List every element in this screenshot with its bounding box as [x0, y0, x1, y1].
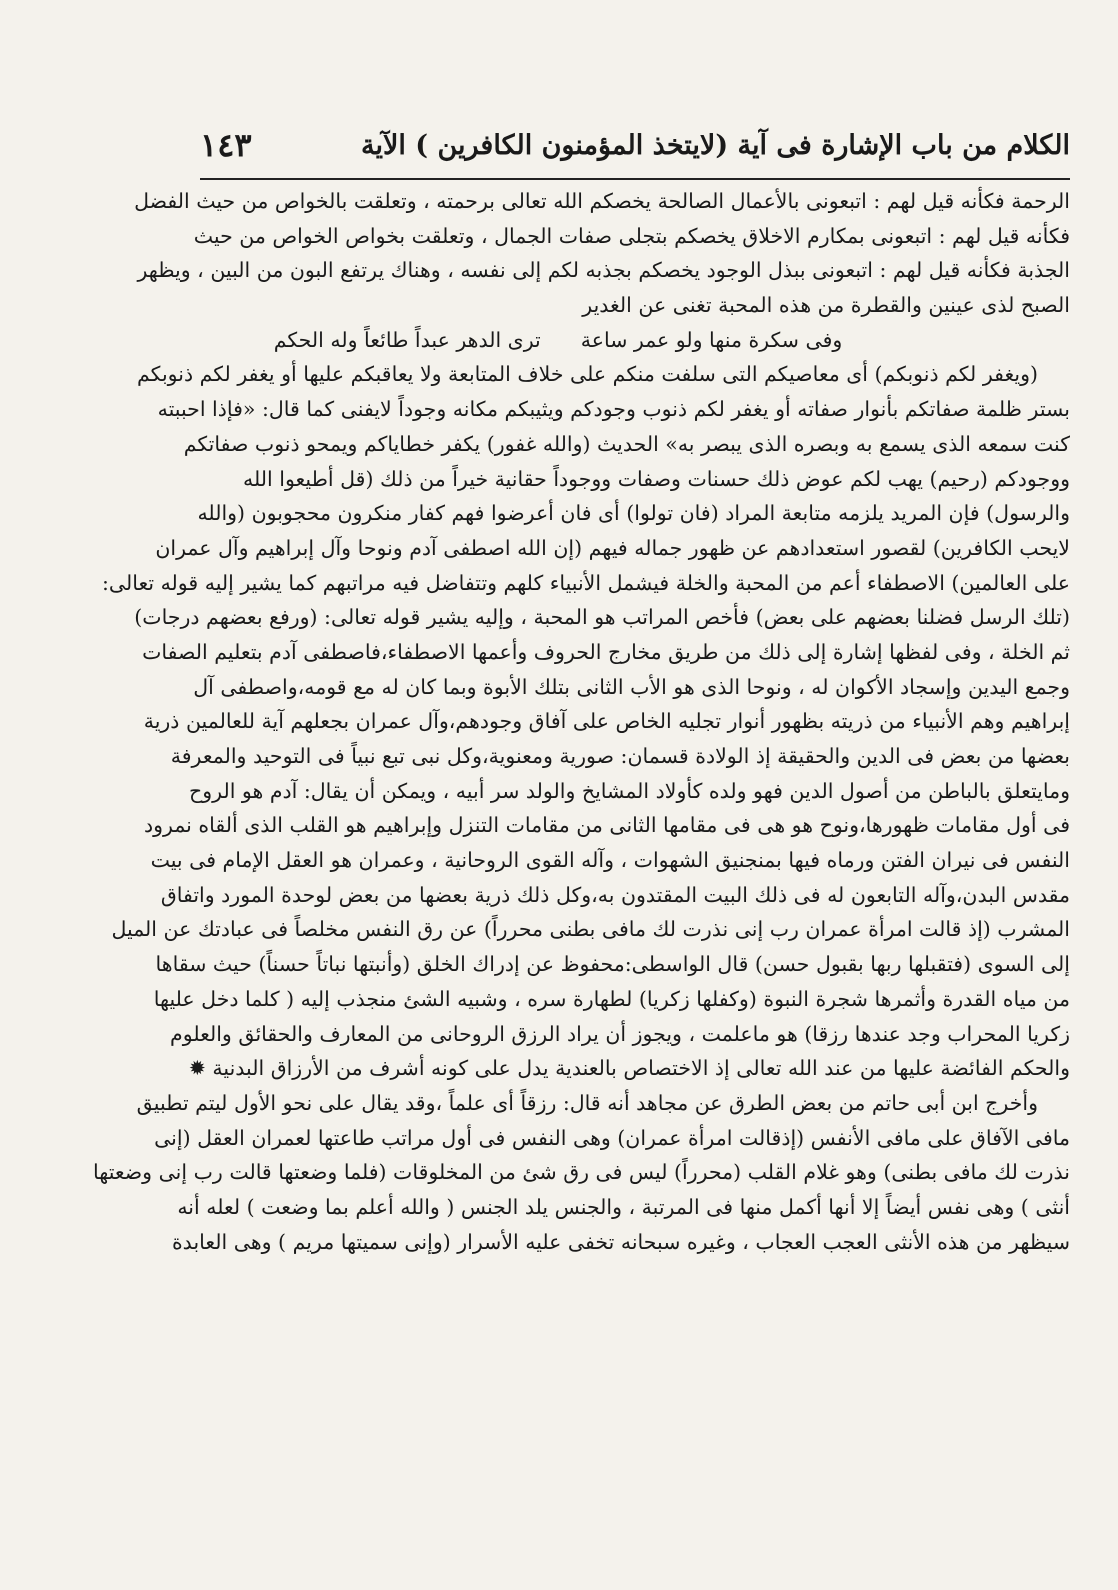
- text-line: (تلك الرسل فضلنا بعضهم على بعض) فأخص المراتب هو المحبة ، وإليه يشير قوله تعالى: (ورفع بعضهم درجات): [134, 605, 1070, 630]
- text-line: وأخرج ابن أبى حاتم من بعض الطرق عن مجاهد أنه قال: رزقاً أى علماً ،وقد يقال على نحو الأول ليتم تطبيق: [136, 1090, 1038, 1115]
- text-line: من مياه القدرة وأثمرها شجرة النبوة (وكفلها زكريا) لطهارة سره ، وشبيه الشئ منجذب إليه ( كلما دخل عليها: [153, 986, 1070, 1011]
- text-line: لايحب الكافرين) لقصور استعدادهم عن ظهور جماله فيهم (إن الله اصطفى آدم ونوحا وآل إبراهيم وآل عمران: [155, 535, 1070, 560]
- text-line: الجذبة فكأنه قيل لهم : اتبعونى ببذل الوجود يخصكم بجذبه لكم إلى نفسه ، وهناك يرتفع البون من البين ، ويظهر: [137, 258, 1070, 283]
- text-line: مافى الآفاق على مافى الأنفس (إذقالت امرأة عمران) وهى النفس فى أول مراتب طاعتها لعمران العقل (إنى: [154, 1125, 1070, 1150]
- header-rule: [200, 178, 1070, 180]
- text-body: [46, 184, 1070, 1259]
- text-line: ووجودكم (رحيم) يهب لكم عوض ذلك حسنات وصفات ووجوداً حقانية خيراً من ذلك (قل أطيعوا الله: [243, 466, 1070, 491]
- text-line: زكريا المحراب وجد عندها رزقا) هو ماعلمت ، ويجوز أن يراد الرزق الروحانى من المعارف والحقائق والعلوم: [170, 1021, 1070, 1046]
- text-line: كنت سمعه الذى يسمع به وبصره الذى يبصر به» الحديث (والله غفور) يكفر خطاياكم ويمحو ذنوب صفاتكم: [183, 431, 1070, 456]
- text-line: سيظهر من هذه الأنثى العجب العجاب ، وغيره سبحانه تخفى عليه الأسرار (وإنى سميتها مريم ) وهى العابدة: [171, 1229, 1070, 1254]
- text-line: وجمع اليدين وإسجاد الأكوان له ، ونوحا الذى هو الأب الثانى بتلك الأبوة وبما كان له مع قومه،واصطفى آل: [193, 674, 1070, 699]
- text-line: ومايتعلق بالباطن من أصول الدين فهو ولده كأولاد المشايخ والولد سر أبيه ، ويمكن أن يقال: آدم هو الروح: [189, 778, 1070, 803]
- poetry-verse: [46, 323, 1070, 358]
- text-line: والحكم الفائضة عليها من عند الله تعالى إذ الاختصاص بالعندية يدل على كونه أشرف من الأرزاق البدنية ✹: [188, 1056, 1070, 1081]
- text-line: النفس فى نيران الفتن ورماه فيها بمنجنيق الشهوات ، وآله القوى الروحانية ، وعمران هو العقل الإمام فى بيت: [150, 848, 1070, 873]
- running-title: الكلام من باب الإشارة فى آية (لايتخذ المؤمنون الكافرين ) الآية: [361, 129, 1070, 161]
- page-header: [200, 120, 1070, 170]
- text-line: بستر ظلمة صفاتكم بأنوار صفاته أو يغفر لكم ذنوب وجودكم ويثيبكم مكانه وجوداً لايفنى كما قال: «فإذا احببته: [157, 397, 1070, 422]
- text-line: الصبح لذى عينين والقطرة من هذه المحبة تغنى عن الغدير: [582, 293, 1070, 318]
- text-line: أنثى ) وهى نفس أيضاً إلا أنها أكمل منها فى المرتبة ، والجنس يلد الجنس ( والله أعلم بما وضعت ) لعله أنه: [177, 1194, 1070, 1219]
- text-line: ثم الخلة ، وفى لفظها إشارة إلى ذلك من طريق مخارج الحروف وأعمها الاصطفاء،فاصطفى آدم بتعليم الصفات: [142, 639, 1070, 664]
- text-line: مقدس البدن،وآله التابعون له فى ذلك البيت المقتدون به،وكل ذلك ذرية بعضها من بعض لوحدة المورد واتفاق: [160, 882, 1070, 907]
- text-line: على العالمين) الاصطفاء أعم من المحبة والخلة فيشمل الأنبياء كلهم وتتفاضل فيه مراتبهم كما يشير إليه قوله تعالى:: [101, 570, 1070, 595]
- text-line: إلى السوى (فتقبلها ربها بقبول حسن) قال الواسطى:محفوظ عن إدراك الخلق (وأنبتها نباتاً حسناً) حيث سقاها: [155, 952, 1070, 977]
- text-line: والرسول) فإن المريد يلزمه متابعة المراد (فان تولوا) أى فان أعرضوا فهم كفار منكرون محجوبون (والله: [197, 501, 1070, 526]
- text-line: الرحمة فكأنه قيل لهم : اتبعونى بالأعمال الصالحة يخصكم الله تعالى برحمته ، وتعلقت بالخواص من حيث الفضل: [134, 189, 1070, 213]
- text-line: المشرب (إذ قالت امرأة عمران رب إنى نذرت لك مافى بطنى محرراً) عن رق النفس مخلصاً فى عبادتك عن الميل: [111, 917, 1070, 942]
- page-number: ١٤٣: [200, 126, 252, 164]
- verse-hemistich-1: وفى سكرة منها ولو عمر ساعة: [580, 327, 843, 352]
- text-line: (ويغفر لكم ذنوبكم) أى معاصيكم التى سلفت منكم على خلاف المتابعة ولا يعاقبكم عليها أو يغفر لكم ذنوبكم: [136, 362, 1038, 387]
- text-line: فى أول مقامات ظهورها،ونوح هو هى فى مقامها الثانى من مقامات التنزل وإبراهيم هو القلب الذى ألقاه نمرود: [143, 813, 1070, 838]
- verse-hemistich-2: ترى الدهر عبداً طائعاً وله الحكم: [273, 327, 541, 352]
- text-line: نذرت لك مافى بطنى) وهو غلام القلب (محرراً) ليس فى رق شئ من المخلوقات (فلما وضعتها قالت رب إنى وضعتها: [93, 1160, 1070, 1185]
- text-line: فكأنه قيل لهم : اتبعونى بمكارم الاخلاق يخصكم بتجلى صفات الجمال ، وتعلقت بخواص الخواص من حيث: [193, 223, 1070, 248]
- text-line: بعضها من بعض فى الدين والحقيقة إذ الولادة قسمان: صورية ومعنوية،وكل نبى تبع نبياً فى التوحيد والمعرفة: [170, 744, 1070, 768]
- text-line: إبراهيم وهم الأنبياء من ذريته بظهور أنوار تجليه الخاص على آفاق وجودهم،وآل عمران بجعلهم آية للعالمين ذرية: [143, 709, 1070, 734]
